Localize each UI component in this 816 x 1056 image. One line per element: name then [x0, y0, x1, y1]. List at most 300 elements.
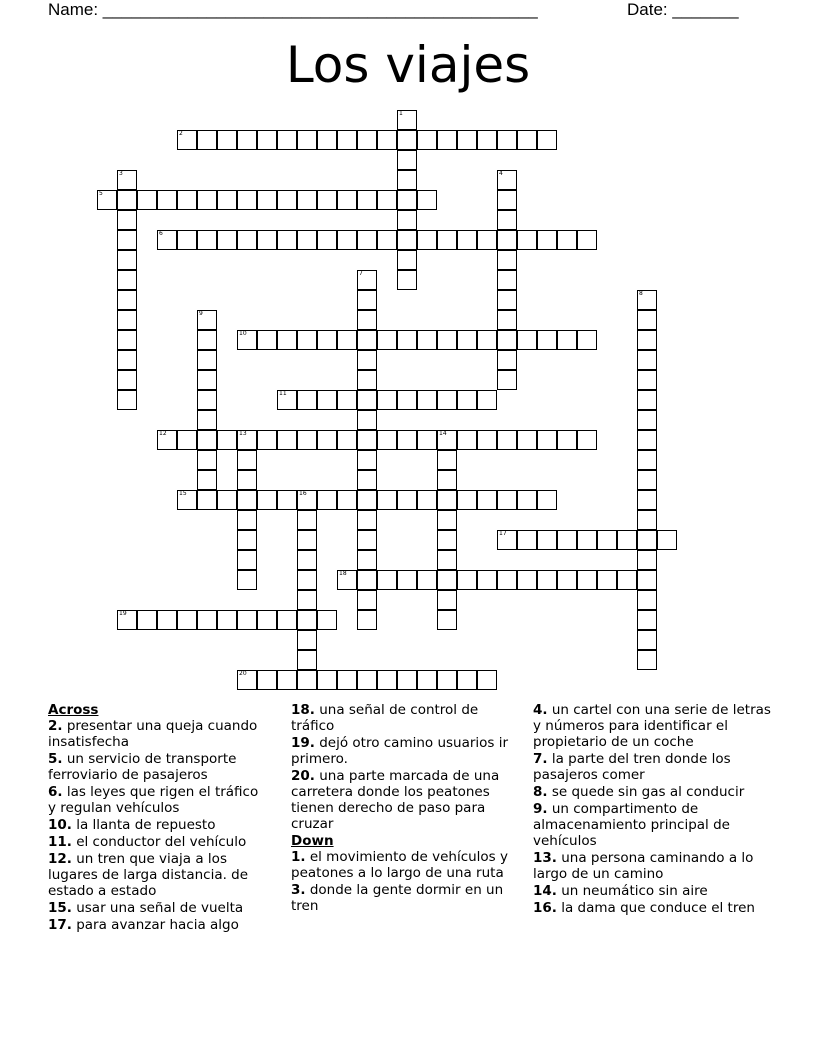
crossword-cell[interactable] — [417, 230, 437, 250]
crossword-cell[interactable] — [437, 390, 457, 410]
crossword-cell[interactable] — [297, 550, 317, 570]
crossword-cell[interactable] — [357, 130, 377, 150]
crossword-cell[interactable] — [637, 650, 657, 670]
crossword-cell[interactable] — [437, 470, 457, 490]
crossword-cell[interactable] — [297, 190, 317, 210]
crossword-cell[interactable] — [277, 190, 297, 210]
crossword-cell[interactable] — [477, 330, 497, 350]
crossword-cell[interactable] — [377, 230, 397, 250]
crossword-cell[interactable] — [297, 570, 317, 590]
clue-text: la dama que conduce el tren — [556, 900, 755, 916]
crossword-cell[interactable] — [437, 590, 457, 610]
crossword-cell[interactable] — [117, 310, 137, 330]
crossword-cell[interactable] — [237, 610, 257, 630]
crossword-cell[interactable] — [637, 570, 657, 590]
clue-number: 15 — [179, 490, 187, 497]
crossword-cell[interactable] — [177, 190, 197, 210]
crossword-cell[interactable] — [437, 450, 457, 470]
clue-number: 4 — [499, 170, 503, 177]
crossword-cell[interactable] — [357, 570, 377, 590]
crossword-cell[interactable] — [217, 430, 237, 450]
crossword-cell[interactable] — [437, 670, 457, 690]
across-clue-list — [48, 718, 270, 933]
clue-item — [48, 784, 270, 816]
crossword-cell[interactable] — [397, 570, 417, 590]
crossword-cell[interactable] — [297, 490, 317, 510]
crossword-cell[interactable] — [157, 190, 177, 210]
crossword-cell[interactable] — [257, 430, 277, 450]
crossword-cell[interactable] — [297, 510, 317, 530]
crossword-cell[interactable] — [357, 490, 377, 510]
crossword-cell[interactable] — [357, 310, 377, 330]
crossword-cell[interactable] — [197, 370, 217, 390]
crossword-cell[interactable] — [357, 450, 377, 470]
crossword-cell[interactable] — [257, 610, 277, 630]
crossword-cell[interactable] — [197, 310, 217, 330]
crossword-cell[interactable] — [197, 330, 217, 350]
crossword-cell[interactable] — [117, 210, 137, 230]
crossword-cell[interactable] — [437, 570, 457, 590]
crossword-cell[interactable] — [357, 350, 377, 370]
crossword-cell[interactable] — [317, 490, 337, 510]
crossword-cell[interactable] — [477, 130, 497, 150]
crossword-cell[interactable] — [637, 610, 657, 630]
crossword-cell[interactable] — [557, 570, 577, 590]
crossword-cell[interactable] — [117, 270, 137, 290]
clue-number: 14 — [439, 430, 447, 437]
crossword-cell[interactable] — [537, 330, 557, 350]
crossword-cell[interactable] — [317, 330, 337, 350]
crossword-cell[interactable] — [437, 230, 457, 250]
crossword-cell[interactable] — [477, 390, 497, 410]
crossword-cell[interactable] — [337, 130, 357, 150]
crossword-cell[interactable] — [397, 390, 417, 410]
crossword-cell[interactable] — [117, 330, 137, 350]
crossword-cell[interactable] — [397, 230, 417, 250]
clue-item — [48, 834, 270, 850]
crossword-cell[interactable] — [237, 430, 257, 450]
crossword-cell[interactable] — [357, 530, 377, 550]
crossword-cell[interactable] — [257, 190, 277, 210]
crossword-cell[interactable] — [117, 350, 137, 370]
crossword-cell[interactable] — [237, 530, 257, 550]
crossword-cell[interactable] — [477, 230, 497, 250]
crossword-cell[interactable] — [537, 130, 557, 150]
crossword-cell[interactable] — [277, 670, 297, 690]
crossword-cell[interactable] — [437, 550, 457, 570]
crossword-cell[interactable] — [397, 490, 417, 510]
crossword-cell[interactable] — [457, 230, 477, 250]
clue-text: donde la gente dormir en un tren — [291, 882, 504, 914]
crossword-cell[interactable] — [317, 190, 337, 210]
crossword-cell[interactable] — [497, 130, 517, 150]
crossword-cell[interactable] — [237, 510, 257, 530]
crossword-cell[interactable] — [197, 470, 217, 490]
clue-number: 17. — [48, 917, 72, 933]
crossword-cell[interactable] — [557, 230, 577, 250]
crossword-cell[interactable] — [457, 490, 477, 510]
crossword-cell[interactable] — [517, 490, 537, 510]
crossword-cell[interactable] — [297, 630, 317, 650]
clue-text: para avanzar hacia algo — [71, 917, 239, 933]
crossword-cell[interactable] — [637, 330, 657, 350]
crossword-cell[interactable] — [437, 430, 457, 450]
crossword-cell[interactable] — [637, 530, 657, 550]
crossword-cell[interactable] — [357, 550, 377, 570]
clue-number: 13 — [239, 430, 247, 437]
crossword-cell[interactable] — [397, 430, 417, 450]
crossword-cell[interactable] — [637, 510, 657, 530]
crossword-cell[interactable] — [497, 530, 517, 550]
crossword-cell[interactable] — [637, 430, 657, 450]
crossword-cell[interactable] — [377, 570, 397, 590]
crossword-cell[interactable] — [197, 230, 217, 250]
crossword-cell[interactable] — [497, 490, 517, 510]
crossword-cell[interactable] — [257, 490, 277, 510]
crossword-cell[interactable] — [237, 670, 257, 690]
crossword-cell[interactable] — [317, 430, 337, 450]
crossword-cell[interactable] — [497, 370, 517, 390]
crossword-cell[interactable] — [377, 670, 397, 690]
crossword-cell[interactable] — [157, 610, 177, 630]
crossword-cell[interactable] — [457, 670, 477, 690]
crossword-cell[interactable] — [537, 530, 557, 550]
crossword-cell[interactable] — [257, 230, 277, 250]
crossword-cell[interactable] — [457, 130, 477, 150]
crossword-cell[interactable] — [577, 430, 597, 450]
crossword-cell[interactable] — [197, 190, 217, 210]
crossword-cell[interactable] — [357, 610, 377, 630]
crossword-cell[interactable] — [617, 570, 637, 590]
crossword-cell[interactable] — [497, 290, 517, 310]
crossword-cell[interactable] — [477, 570, 497, 590]
crossword-cell[interactable] — [397, 270, 417, 290]
crossword-cell[interactable] — [577, 230, 597, 250]
clue-text: una parte marcada de una carretera donde los peatones tienen derecho de paso para cruzar — [291, 768, 500, 832]
crossword-cell[interactable] — [497, 350, 517, 370]
crossword-cell[interactable] — [297, 330, 317, 350]
crossword-cell[interactable] — [397, 250, 417, 270]
crossword-cell[interactable] — [377, 490, 397, 510]
crossword-cell[interactable] — [317, 230, 337, 250]
crossword-cell[interactable] — [357, 370, 377, 390]
page-title: Los viajes — [285, 36, 531, 94]
crossword-cell[interactable] — [637, 370, 657, 390]
crossword-cell[interactable] — [477, 430, 497, 450]
crossword-cell[interactable] — [457, 430, 477, 450]
crossword-cell[interactable] — [577, 330, 597, 350]
crossword-cell[interactable] — [357, 330, 377, 350]
crossword-cell[interactable] — [297, 390, 317, 410]
crossword-cell[interactable] — [357, 510, 377, 530]
crossword-cell[interactable] — [117, 390, 137, 410]
crossword-cell[interactable] — [557, 430, 577, 450]
crossword-cell[interactable] — [397, 210, 417, 230]
crossword-cell[interactable] — [297, 430, 317, 450]
crossword-cell[interactable] — [517, 230, 537, 250]
crossword-cell[interactable] — [537, 430, 557, 450]
crossword-cell[interactable] — [337, 670, 357, 690]
crossword-cell[interactable] — [137, 610, 157, 630]
crossword-cell[interactable] — [157, 230, 177, 250]
crossword-cell[interactable] — [477, 670, 497, 690]
crossword-cell[interactable] — [257, 130, 277, 150]
crossword-cell[interactable] — [117, 290, 137, 310]
clue-number: 10. — [48, 817, 72, 833]
crossword-cell[interactable] — [257, 330, 277, 350]
crossword-cell[interactable] — [117, 230, 137, 250]
crossword-cell[interactable] — [357, 190, 377, 210]
crossword-cell[interactable] — [297, 670, 317, 690]
crossword-cell[interactable] — [117, 370, 137, 390]
crossword-cell[interactable] — [537, 490, 557, 510]
crossword-cell[interactable] — [297, 610, 317, 630]
crossword-cell[interactable] — [337, 330, 357, 350]
clue-number: 3 — [119, 170, 123, 177]
clue-text: un tren que viaja a los lugares de larga distancia. de estado a estado — [48, 851, 249, 899]
crossword-cell[interactable] — [197, 450, 217, 470]
crossword-cell[interactable] — [537, 570, 557, 590]
crossword-cell[interactable] — [357, 270, 377, 290]
crossword-cell[interactable] — [317, 610, 337, 630]
crossword-cell[interactable] — [417, 190, 437, 210]
crossword-cell[interactable] — [197, 490, 217, 510]
crossword-cell[interactable] — [277, 390, 297, 410]
crossword-cell[interactable] — [357, 230, 377, 250]
clue-text: una señal de control de tráfico — [291, 702, 479, 734]
crossword-cell[interactable] — [117, 170, 137, 190]
crossword-cell[interactable] — [457, 390, 477, 410]
crossword-cell[interactable] — [557, 330, 577, 350]
crossword-cell[interactable] — [217, 490, 237, 510]
crossword-cell[interactable] — [277, 490, 297, 510]
crossword-cell[interactable] — [237, 570, 257, 590]
crossword-cell[interactable] — [597, 570, 617, 590]
crossword-cell[interactable] — [237, 330, 257, 350]
clue-number: 10 — [239, 330, 247, 337]
crossword-cell[interactable] — [417, 490, 437, 510]
clue-number: 12 — [159, 430, 167, 437]
crossword-cell[interactable] — [97, 190, 117, 210]
clues-column-3 — [533, 702, 773, 917]
crossword-cell[interactable] — [437, 490, 457, 510]
clue-text: las leyes que rigen el tráfico y regulan vehículos — [48, 784, 259, 816]
crossword-cell[interactable] — [297, 590, 317, 610]
crossword-cell[interactable] — [337, 570, 357, 590]
clue-number: 20. — [291, 768, 315, 784]
crossword-cell[interactable] — [617, 530, 637, 550]
crossword-cell[interactable] — [497, 230, 517, 250]
crossword-cell[interactable] — [637, 390, 657, 410]
clue-number: 3. — [291, 882, 306, 898]
crossword-cell[interactable] — [637, 410, 657, 430]
crossword-cell[interactable] — [297, 130, 317, 150]
crossword-cell[interactable] — [437, 610, 457, 630]
crossword-cell[interactable] — [497, 270, 517, 290]
crossword-cell[interactable] — [397, 190, 417, 210]
crossword-cell[interactable] — [457, 570, 477, 590]
clue-item — [291, 702, 516, 734]
crossword-cell[interactable] — [417, 130, 437, 150]
clue-item — [48, 718, 270, 750]
crossword-cell[interactable] — [637, 310, 657, 330]
crossword-cell[interactable] — [357, 590, 377, 610]
crossword-cell[interactable] — [237, 450, 257, 470]
crossword-cell[interactable] — [437, 130, 457, 150]
crossword-cell[interactable] — [357, 670, 377, 690]
crossword-cell[interactable] — [377, 430, 397, 450]
crossword-cell[interactable] — [317, 130, 337, 150]
clue-item — [291, 882, 516, 914]
crossword-cell[interactable] — [277, 430, 297, 450]
crossword-cell[interactable] — [417, 330, 437, 350]
crossword-cell[interactable] — [437, 530, 457, 550]
crossword-cell[interactable] — [637, 490, 657, 510]
crossword-cell[interactable] — [497, 210, 517, 230]
crossword-cell[interactable] — [497, 170, 517, 190]
crossword-cell[interactable] — [377, 190, 397, 210]
crossword-cell[interactable] — [397, 150, 417, 170]
crossword-cell[interactable] — [137, 190, 157, 210]
crossword-cell[interactable] — [237, 550, 257, 570]
crossword-cell[interactable] — [517, 430, 537, 450]
crossword-cell[interactable] — [577, 570, 597, 590]
crossword-cell[interactable] — [197, 430, 217, 450]
crossword-cell[interactable] — [417, 670, 437, 690]
crossword-cell[interactable] — [377, 330, 397, 350]
clue-text: la parte del tren donde los pasajeros comer — [533, 751, 731, 783]
crossword-cell[interactable] — [357, 290, 377, 310]
crossword-cell[interactable] — [117, 250, 137, 270]
crossword-cell[interactable] — [337, 490, 357, 510]
crossword-cell[interactable] — [517, 130, 537, 150]
crossword-cell[interactable] — [117, 190, 137, 210]
crossword-cell[interactable] — [397, 110, 417, 130]
crossword-cell[interactable] — [197, 410, 217, 430]
crossword-cell[interactable] — [637, 450, 657, 470]
crossword-cell[interactable] — [337, 190, 357, 210]
clue-number: 16. — [533, 900, 557, 916]
crossword-cell[interactable] — [337, 230, 357, 250]
crossword-cell[interactable] — [537, 230, 557, 250]
crossword-cell[interactable] — [417, 570, 437, 590]
crossword-cell[interactable] — [297, 530, 317, 550]
crossword-cell[interactable] — [257, 670, 277, 690]
clue-number: 20 — [239, 670, 247, 677]
crossword-cell[interactable] — [477, 490, 497, 510]
crossword-cell[interactable] — [497, 570, 517, 590]
crossword-cell[interactable] — [357, 390, 377, 410]
crossword-cell[interactable] — [237, 190, 257, 210]
clue-number: 15. — [48, 900, 72, 916]
crossword-cell[interactable] — [397, 670, 417, 690]
crossword-cell[interactable] — [237, 490, 257, 510]
crossword-cell[interactable] — [357, 470, 377, 490]
crossword-cell[interactable] — [177, 490, 197, 510]
clue-number: 11 — [279, 390, 287, 397]
clues-column-2 — [291, 702, 516, 915]
crossword-cell[interactable] — [197, 390, 217, 410]
crossword-cell[interactable] — [237, 470, 257, 490]
crossword-cell[interactable] — [377, 390, 397, 410]
crossword-cell[interactable] — [497, 310, 517, 330]
crossword-cell[interactable] — [377, 130, 397, 150]
crossword-cell[interactable] — [497, 190, 517, 210]
crossword-cell[interactable] — [337, 390, 357, 410]
clue-item — [533, 900, 773, 916]
crossword-cell[interactable] — [497, 330, 517, 350]
crossword-cell[interactable] — [197, 610, 217, 630]
clue-item — [291, 735, 516, 767]
crossword-cell[interactable] — [217, 610, 237, 630]
crossword-cell[interactable] — [637, 470, 657, 490]
crossword-cell[interactable] — [637, 630, 657, 650]
clue-number: 2. — [48, 718, 63, 734]
crossword-cell[interactable] — [437, 510, 457, 530]
crossword-cell[interactable] — [577, 530, 597, 550]
clue-number: 8 — [639, 290, 643, 297]
crossword-cell[interactable] — [217, 230, 237, 250]
across-heading: Across — [48, 702, 99, 718]
crossword-cell[interactable] — [597, 530, 617, 550]
crossword-cell[interactable] — [297, 650, 317, 670]
clue-number: 19 — [119, 610, 127, 617]
crossword-cell[interactable] — [237, 130, 257, 150]
crossword-cell[interactable] — [217, 130, 237, 150]
crossword-cell[interactable] — [217, 190, 237, 210]
crossword-cell[interactable] — [517, 330, 537, 350]
crossword-cell[interactable] — [657, 530, 677, 550]
crossword-cell[interactable] — [557, 530, 577, 550]
crossword-cell[interactable] — [297, 230, 317, 250]
crossword-cell[interactable] — [517, 570, 537, 590]
crossword-cell[interactable] — [197, 130, 217, 150]
crossword-cell[interactable] — [237, 230, 257, 250]
crossword-cell[interactable] — [157, 430, 177, 450]
crossword-cell[interactable] — [277, 610, 297, 630]
crossword-cell[interactable] — [277, 130, 297, 150]
crossword-cell[interactable] — [637, 290, 657, 310]
crossword-cell[interactable] — [637, 350, 657, 370]
crossword-cell[interactable] — [417, 390, 437, 410]
crossword-cell[interactable] — [357, 430, 377, 450]
crossword-cell[interactable] — [177, 130, 197, 150]
crossword-cell[interactable] — [517, 530, 537, 550]
crossword-cell[interactable] — [457, 330, 477, 350]
crossword-cell[interactable] — [417, 430, 437, 450]
crossword-cell[interactable] — [397, 170, 417, 190]
crossword-cell[interactable] — [437, 330, 457, 350]
crossword-cell[interactable] — [397, 130, 417, 150]
crossword-cell[interactable] — [197, 350, 217, 370]
crossword-cell[interactable] — [177, 430, 197, 450]
crossword-cell[interactable] — [637, 590, 657, 610]
across-clue-list-continued — [291, 702, 516, 832]
crossword-cell[interactable] — [117, 610, 137, 630]
crossword-cell[interactable] — [497, 250, 517, 270]
crossword-cell[interactable] — [317, 390, 337, 410]
crossword-cell[interactable] — [337, 430, 357, 450]
crossword-cell[interactable] — [277, 230, 297, 250]
crossword-cell[interactable] — [497, 430, 517, 450]
crossword-cell[interactable] — [277, 330, 297, 350]
crossword-cell[interactable] — [357, 410, 377, 430]
crossword-cell[interactable] — [177, 230, 197, 250]
crossword-cell[interactable] — [397, 330, 417, 350]
crossword-cell[interactable] — [637, 550, 657, 570]
crossword-cell[interactable] — [177, 610, 197, 630]
crossword-cell[interactable] — [317, 670, 337, 690]
